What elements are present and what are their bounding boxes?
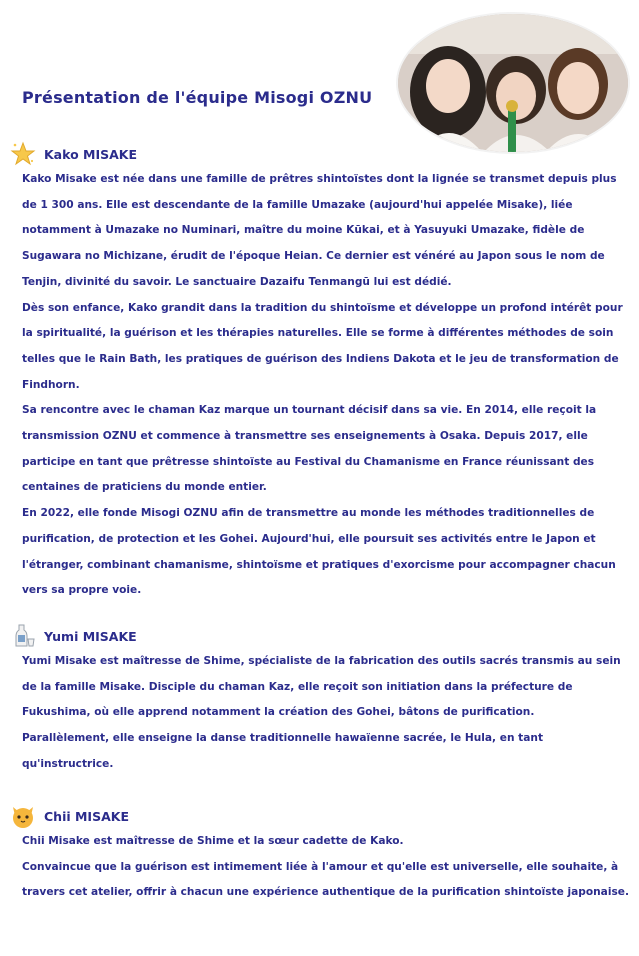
member-header — [10, 141, 630, 167]
member-yumi — [10, 623, 630, 778]
page-title: Présentation de l'équipe Misogi OZNU — [22, 88, 373, 107]
team-photo — [398, 14, 628, 152]
member-kako — [10, 141, 630, 604]
member-bio — [22, 649, 630, 778]
bio-paragraph: En 2022, elle fonde Misogi OZNU afin de transmettre au monde les méthodes traditionnelles de purification, de protection et les Gohei. Aujourd'hui, elle poursuit ses activités entre le Japon et l'étranger, combinant chamanisme, shintoïsme et pratiques d'exorcisme pour accompagner chacun vers sa propre voie. — [22, 507, 616, 597]
star-icon — [10, 141, 36, 167]
bio-paragraph: Parallèlement, elle enseigne la danse traditionnelle hawaïenne sacrée, le Hula, en tant qu'instructrice. — [22, 732, 544, 770]
member-chii — [10, 803, 630, 906]
member-header — [10, 803, 630, 829]
bio-paragraph: Convaincue que la guérison est intimement liée à l'amour et qu'elle est universelle, elle souhaite, à travers cet atelier, offrir à chacun une expérience authentique de la purification shintoïste japonaise. — [22, 860, 629, 899]
member-bio — [22, 829, 630, 906]
member-name: Chii MISAKE — [44, 808, 129, 824]
member-name: Yumi MISAKE — [44, 628, 137, 644]
bio-paragraph: Sa rencontre avec le chaman Kaz marque un tournant décisif dans sa vie. En 2014, elle reçoit la transmission OZNU et commence à transmettre ses enseignements à Osaka. Depuis 2017, elle participe en tant que prêtresse shintoïste au Festival du Chamanisme en France réunissant des centaines de praticiens du monde entier. — [22, 404, 597, 494]
sake-icon — [10, 623, 36, 649]
cat-icon — [10, 803, 36, 829]
bio-paragraph: Chii Misake est maîtresse de Shime et la sœur cadette de Kako. — [22, 835, 404, 847]
member-name: Kako MISAKE — [44, 146, 138, 162]
bio-paragraph: Kako Misake est née dans une famille de prêtres shintoïstes dont la lignée se transmet depuis plus de 1 300 ans. Elle est descendante de la famille Umazake (aujourd'hui appelée Misake), liée notamment à Umazake no Numinari, maître du moine Kūkai, et à Yasuyuki Umazake, fidèle de Sugawara no Michizane, érudit de l'époque Heian. Ce dernier est vénéré au Japon sous le nom de Tenjin, divinité du savoir. Le sanctuaire Dazaifu Tenmangū lui est dédié. — [22, 173, 617, 288]
member-header — [10, 623, 630, 649]
bio-paragraph: Dès son enfance, Kako grandit dans la tradition du shintoïsme et développe un profond intérêt pour la spiritualité, la guérison et les thérapies naturelles. Elle se forme à différentes méthodes de soin telles que le Rain Bath, les pratiques de guérison des Indiens Dakota et le jeu de transformation de Findhorn. — [22, 301, 623, 391]
bio-paragraph: Yumi Misake est maîtresse de Shime, spécialiste de la fabrication des outils sacrés transmis au sein de la famille Misake. Disciple du chaman Kaz, elle reçoit son initiation dans la préfecture de Fukushima, où elle apprend notamment la création des Gohei, bâtons de purification. — [22, 655, 621, 719]
member-bio — [22, 167, 630, 604]
